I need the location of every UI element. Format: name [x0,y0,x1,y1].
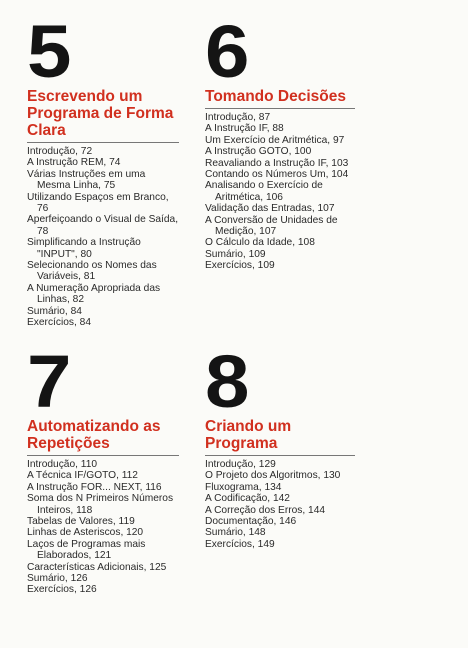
toc-entry: Várias Instruções em uma Mesma Linha, 75 [27,168,146,192]
toc-entry: A Instrução IF, 88 [205,123,284,135]
toc-entry: A Instrução GOTO, 100 [205,146,312,158]
toc-entry: A Técnica IF/GOTO, 112 [27,470,138,482]
toc-entry: Validação das Entradas, 107 [205,203,335,215]
toc-entry: Introdução, 129 [205,459,276,470]
toc-entry: A Instrução REM, 74 [27,157,121,169]
chapter-6 [205,10,355,272]
chapter-entries [27,146,179,329]
toc-entry: Soma dos N Primeiros Números Inteiros, 118 [27,493,174,516]
toc-entry: Aperfeiçoando o Visual de Saída, 78 [27,214,179,237]
chapter-5 [27,10,179,329]
chapter-title: Automatizando as Repetições [27,418,179,456]
toc-entry: Sumário, 126 [27,573,88,585]
toc-entry: Reavaliando a Instrução IF, 103 [205,157,349,169]
toc-entry: O Projeto dos Algoritmos, 130 [205,470,341,482]
chapter-entries [205,112,355,272]
toc-entry: A Conversão de Unidades de Medição, 107 [205,214,338,238]
toc-entry: Tabelas de Valores, 119 [27,516,135,528]
toc-entry: Documentação, 146 [205,516,297,528]
chapter-number: 5 [27,10,70,93]
toc-entry: Introdução, 87 [205,112,271,123]
toc-entry: Exercícios, 84 [27,317,91,329]
toc-entry: Sumário, 109 [205,248,266,260]
toc-entry: Laços de Programas mais Elaborados, 121 [27,538,146,562]
toc-entry: O Cálculo da Idade, 108 [205,237,315,249]
toc-entry: A Correção dos Erros, 144 [205,504,326,516]
toc-entry: A Codificação, 142 [205,493,290,505]
toc-entry: Características Adicionais, 125 [27,561,167,573]
toc-entry: Sumário, 148 [205,527,266,539]
chapter-title: Criando um Programa [205,418,355,456]
chapter-title: Escrevendo um Programa de Forma Clara [27,88,179,143]
toc-entry: Simplificando a Instrução "INPUT", 80 [27,237,141,260]
toc-entry: Exercícios, 109 [205,260,275,272]
chapter-title: Tomando Decisões [205,88,355,109]
toc-entry: Exercícios, 149 [205,538,275,550]
chapter-entries [27,459,179,596]
chapter-number: 6 [205,10,248,93]
toc-entry: Um Exercício de Aritmética, 97 [205,134,345,146]
toc-entry: A Instrução FOR... NEXT, 116 [27,481,162,493]
toc-entry: Exercícios, 126 [27,584,97,596]
chapter-entries [205,459,355,550]
chapter-number: 8 [205,340,248,423]
toc-entry: Selecionando os Nomes das Variáveis, 81 [27,260,157,283]
toc-entry: Introdução, 72 [27,146,93,157]
toc-entry: Analisando o Exercício de Aritmética, 106 [205,180,323,203]
toc-entry: Linhas de Asteriscos, 120 [27,527,144,539]
toc-entry: A Numeração Apropriada das Linhas, 82 [27,282,161,306]
toc-entry: Fluxograma, 134 [205,481,282,493]
chapter-7 [27,340,179,596]
toc-entry: Contando os Números Um, 104 [205,169,349,181]
toc-entry: Sumário, 84 [27,305,82,317]
toc-entry: Introdução, 110 [27,459,98,470]
toc-entry: Utilizando Espaços em Branco, 76 [27,191,169,215]
chapter-8 [205,340,355,550]
chapter-number: 7 [27,340,70,423]
